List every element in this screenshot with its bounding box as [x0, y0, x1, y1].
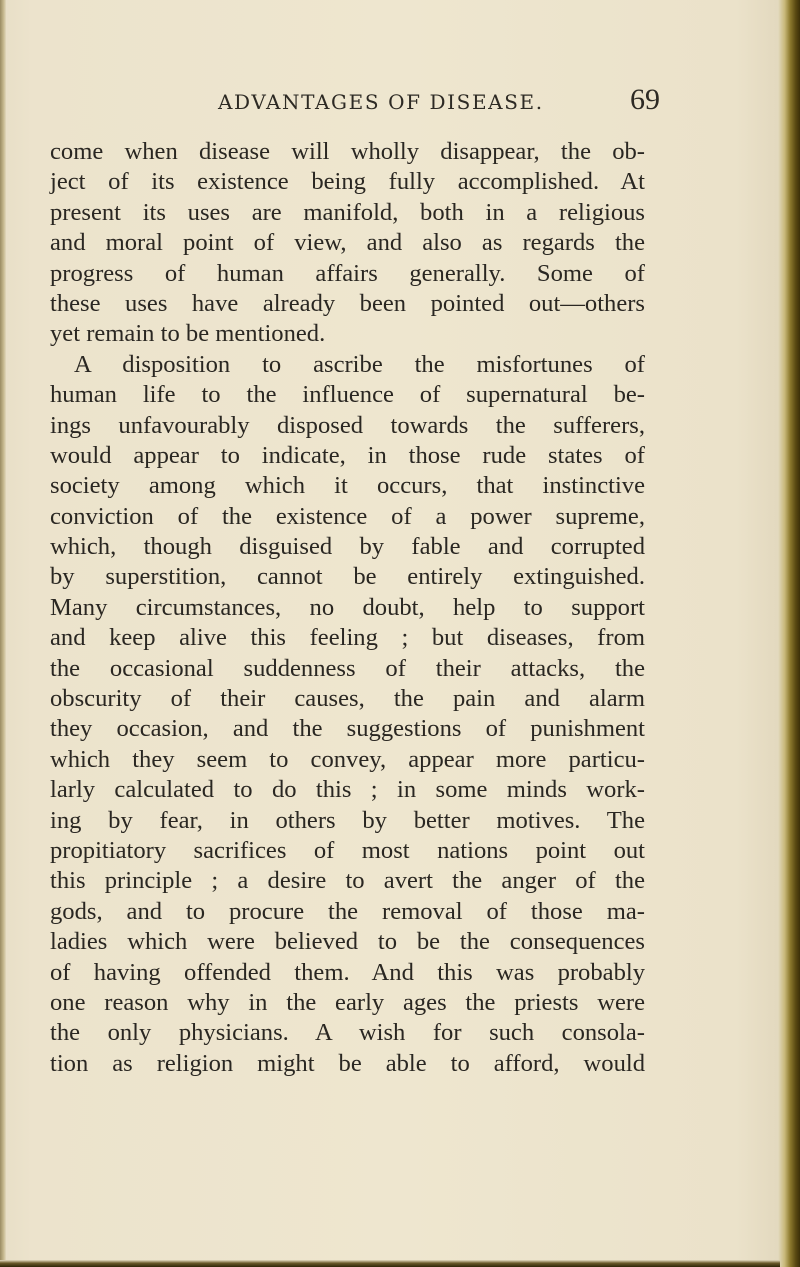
text-line: present its uses are manifold, both in a religious	[50, 198, 645, 226]
text-line: larly calculated to do this ; in some minds work-	[50, 776, 645, 804]
text-line: ing by fear, in others by better motives. The	[50, 806, 645, 834]
book-spine-edge	[778, 0, 800, 1267]
page-left-edge	[0, 0, 6, 1267]
text-line: and keep alive this feeling ; but diseases, from	[50, 624, 645, 652]
running-title: ADVANTAGES OF DISEASE.	[218, 90, 544, 114]
text-line: they occasion, and the suggestions of punishment	[50, 715, 645, 743]
page-header	[100, 82, 660, 122]
text-line: come when disease will wholly disappear, the ob-	[50, 138, 645, 165]
text-line: ject of its existence being fully accomplished. At	[50, 168, 645, 196]
text-line: obscurity of their causes, the pain and alarm	[50, 685, 645, 713]
text-line: society among which it occurs, that instinctive	[50, 472, 645, 500]
text-line: the occasional suddenness of their attacks, the	[50, 654, 645, 682]
text-line-paragraph-end: yet remain to be mentioned.	[50, 320, 326, 348]
text-line: and moral point of view, and also as regards the	[50, 229, 645, 257]
text-line: ings unfavourably disposed towards the sufferers,	[50, 411, 645, 439]
text-line: propitiatory sacrifices of most nations point out	[50, 836, 645, 864]
text-line: one reason why in the early ages the priests were	[50, 988, 645, 1016]
text-line: Many circumstances, no doubt, help to support	[50, 593, 645, 621]
text-line: tion as religion might be able to afford, would	[50, 1049, 645, 1077]
text-line: this principle ; a desire to avert the anger of the	[50, 867, 645, 895]
text-line-paragraph-start: A disposition to ascribe the misfortunes of	[74, 350, 645, 378]
text-line: human life to the influence of supernatural be-	[50, 381, 645, 409]
text-line: would appear to indicate, in those rude states of	[50, 441, 645, 469]
page-number: 69	[630, 83, 660, 116]
text-line: which they seem to convey, appear more particu-	[50, 745, 645, 773]
body-text	[50, 137, 645, 1079]
page-bottom-edge	[0, 1260, 780, 1267]
text-line: ladies which were believed to be the consequences	[50, 928, 645, 956]
text-line: these uses have already been pointed out—others	[50, 289, 645, 317]
text-line: which, though disguised by fable and corrupted	[50, 533, 645, 561]
text-line: conviction of the existence of a power supreme,	[50, 502, 645, 530]
text-line: by superstition, cannot be entirely extinguished.	[50, 563, 645, 591]
text-line: gods, and to procure the removal of those ma-	[50, 897, 645, 925]
text-line: the only physicians. A wish for such consola-	[50, 1019, 645, 1047]
text-line: progress of human affairs generally. Some of	[50, 259, 645, 287]
text-line: of having offended them. And this was probably	[50, 958, 645, 986]
